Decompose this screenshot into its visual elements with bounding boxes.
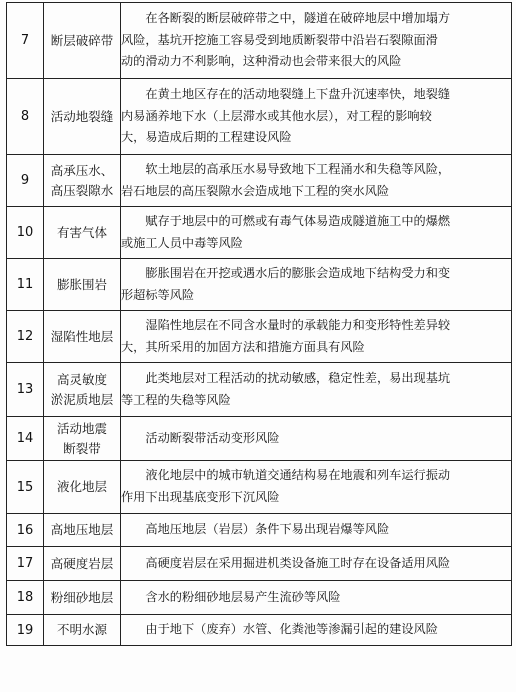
risk-name-line: 高承压水、 — [50, 163, 114, 179]
risk-name-line: 高压裂隙水 — [50, 182, 114, 198]
risk-table — [6, 2, 512, 646]
risk-description-line: 或施工人员中毒等风险 — [121, 235, 243, 250]
row-number: 9 — [7, 155, 44, 207]
risk-description-line: 风险，基坑开挖施工容易受到地质断裂带中沿岩石裂隙面滑 — [121, 32, 438, 47]
risk-description-line: 在各断裂的断层破碎带之中，隧道在破碎地层中增加塌方 — [145, 10, 451, 25]
risk-description — [121, 79, 512, 155]
risk-name — [44, 207, 121, 259]
table-row — [7, 259, 512, 311]
risk-name — [44, 155, 121, 207]
table-row — [7, 79, 512, 155]
risk-description — [121, 259, 512, 311]
table-row — [7, 155, 512, 207]
risk-name-line: 高硬度岩层 — [50, 555, 114, 571]
row-number: 15 — [7, 461, 44, 514]
risk-description-line: 形超标等风险 — [121, 287, 195, 302]
risk-description-line: 软土地层的高承压水易导致地下工程涌水和失稳等风险， — [145, 161, 451, 176]
risk-name-line: 湿陷性地层 — [50, 328, 114, 344]
risk-description-line: 在黄土地区存在的活动地裂缝上下盘升沉速率快，地裂缝 — [145, 86, 451, 101]
table-row — [7, 311, 512, 363]
risk-name-line: 膨胀围岩 — [56, 276, 107, 292]
risk-name — [44, 615, 121, 646]
risk-description-line: 活动断裂带活动变形风险 — [145, 430, 280, 445]
risk-description — [121, 461, 512, 514]
row-number: 19 — [7, 615, 44, 646]
table-row — [7, 363, 512, 417]
risk-name-line: 有害气体 — [56, 224, 107, 240]
risk-description-line: 此类地层对工程活动的扰动敏感，稳定性差，易出现基坑 — [145, 370, 451, 385]
risk-description-line: 高硬度岩层在采用掘进机类设备施工时存在设备适用风险 — [145, 555, 451, 570]
risk-name — [44, 259, 121, 311]
risk-description — [121, 155, 512, 207]
risk-description — [121, 547, 512, 581]
risk-description — [121, 514, 512, 547]
risk-name — [44, 311, 121, 363]
table-row — [7, 547, 512, 581]
risk-description-line: 大，易造成后期的工程建设风险 — [121, 130, 292, 145]
risk-name — [44, 514, 121, 547]
risk-name-line: 不明水源 — [56, 622, 107, 638]
risk-description — [121, 417, 512, 461]
risk-description-line: 膨胀围岩在开挖或遇水后的膨胀会造成地下结构受力和变 — [145, 265, 451, 280]
row-number: 16 — [7, 514, 44, 547]
risk-description-line: 等工程的失稳等风险 — [121, 392, 231, 407]
row-number: 7 — [7, 3, 44, 79]
risk-name-line: 活动地震 — [56, 421, 107, 437]
risk-name — [44, 461, 121, 514]
risk-description-line: 高地压地层（岩层）条件下易出现岩爆等风险 — [145, 522, 390, 537]
risk-description-line: 含水的粉细砂地层易产生流砂等风险 — [145, 589, 341, 604]
risk-name — [44, 3, 121, 79]
table-row — [7, 581, 512, 615]
row-number: 11 — [7, 259, 44, 311]
risk-description-line: 作用下出现基底变形下沉风险 — [121, 490, 280, 504]
risk-description — [121, 363, 512, 417]
risk-name-line: 淤泥质地层 — [50, 391, 114, 407]
risk-table-body — [7, 3, 512, 646]
row-number: 12 — [7, 311, 44, 363]
table-row — [7, 207, 512, 259]
risk-name — [44, 581, 121, 615]
risk-description-line: 内易涵养地下水（上层滞水或其他水层），对工程的影响较 — [121, 108, 432, 123]
risk-description — [121, 615, 512, 646]
table-row — [7, 3, 512, 79]
risk-name-line: 高灵敏度 — [56, 372, 107, 388]
risk-description-line: 岩石地层的高压裂隙水会造成地下工程的突水风险 — [121, 183, 390, 198]
risk-description-line: 赋存于地层中的可燃或有毒气体易造成隧道施工中的爆燃 — [145, 213, 451, 228]
risk-name — [44, 417, 121, 461]
risk-name — [44, 547, 121, 581]
row-number: 18 — [7, 581, 44, 615]
risk-description — [121, 207, 512, 259]
risk-description-line: 大，其所采用的加固方法和措施方面具有风险 — [121, 339, 365, 354]
table-row — [7, 417, 512, 461]
table-row — [7, 514, 512, 547]
risk-description-line: 液化地层中的城市轨道交通结构易在地震和列车运行振动 — [145, 468, 451, 483]
risk-name-line: 液化地层 — [56, 479, 107, 495]
risk-description-line: 由于地下（废弃）水管、化粪池等渗漏引起的建设风险 — [145, 622, 438, 637]
risk-description — [121, 3, 512, 79]
table-row — [7, 615, 512, 646]
risk-description-line: 动的滑动力不利影响，这种滑动也会带来很大的风险 — [121, 54, 402, 69]
row-number: 14 — [7, 417, 44, 461]
risk-name-line: 活动地裂缝 — [50, 108, 114, 124]
risk-description — [121, 581, 512, 615]
risk-name — [44, 363, 121, 417]
risk-description-line: 湿陷性地层在不同含水量时的承载能力和变形特性差异较 — [145, 317, 451, 332]
risk-name — [44, 79, 121, 155]
table-row — [7, 461, 512, 514]
risk-description — [121, 311, 512, 363]
risk-name-line: 断层破碎带 — [50, 32, 114, 48]
row-number: 10 — [7, 207, 44, 259]
risk-name-line: 高地压地层 — [50, 522, 114, 538]
risk-name-line: 断裂带 — [63, 440, 101, 456]
row-number: 13 — [7, 363, 44, 417]
row-number: 17 — [7, 547, 44, 581]
row-number: 8 — [7, 79, 44, 155]
risk-name-line: 粉细砂地层 — [50, 589, 114, 605]
